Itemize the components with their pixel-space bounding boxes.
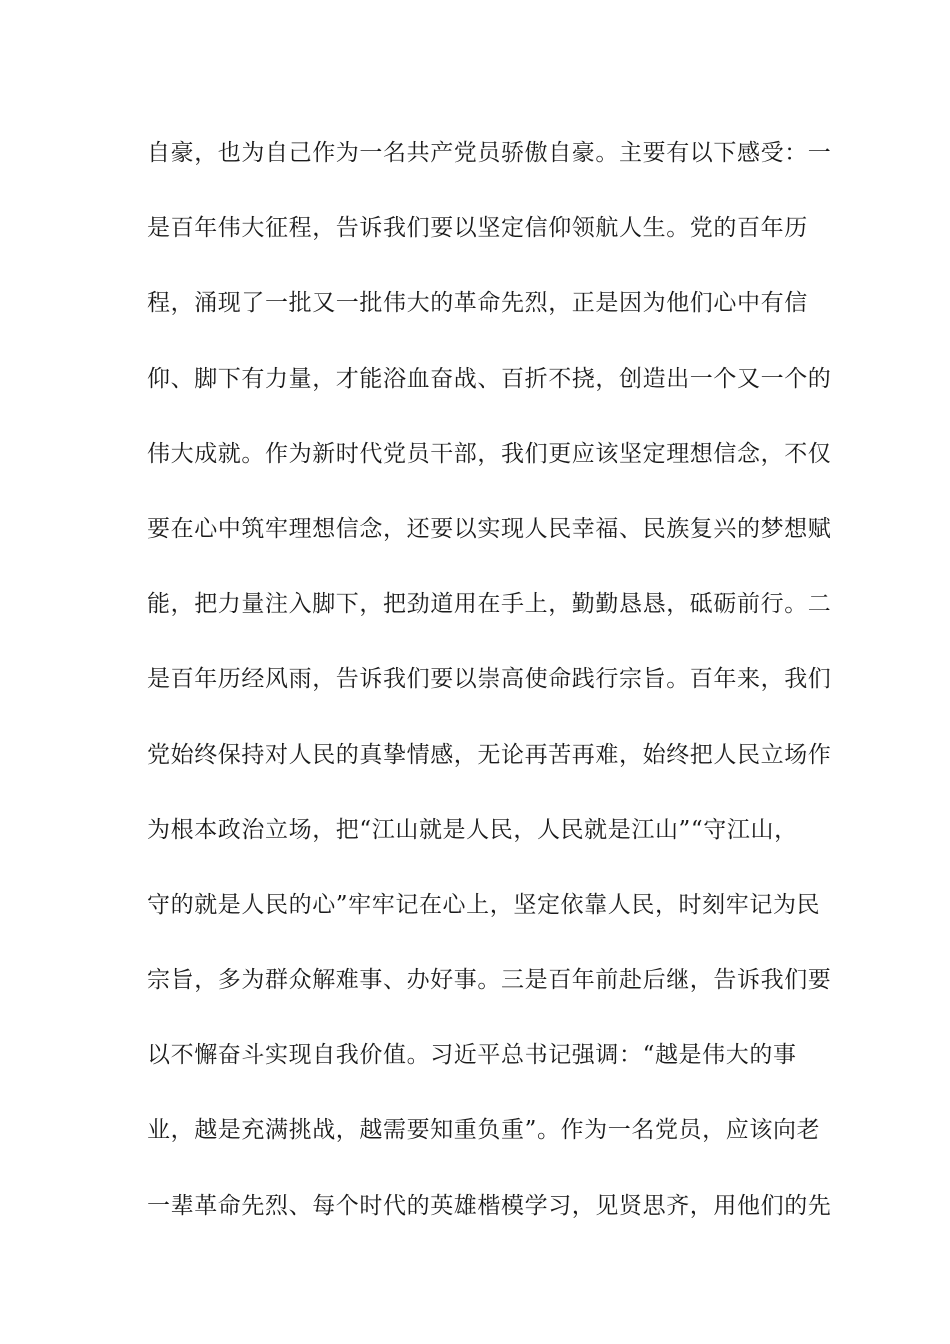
- body-text: [147, 133, 832, 1261]
- text-line-2: 是百年伟大征程，告诉我们要以坚定信仰领航人生。党的百年历: [147, 215, 808, 242]
- text-line-9: 党始终保持对人民的真挚情感，无论再苦再难，始终把人民立场作: [147, 741, 832, 768]
- text-line-5: 伟大成就。作为新时代党员干部，我们更应该坚定理想信念，不仅: [147, 440, 832, 467]
- text-line-3: 程，涌现了一批又一批伟大的革命先烈，正是因为他们心中有信: [147, 290, 808, 317]
- text-line-7: 能，把力量注入脚下，把劲道用在手上，勤勤恳恳，砥砺前行。二: [147, 591, 832, 618]
- text-line-4: 仰、脚下有力量，才能浴血奋战、百折不挠，创造出一个又一个的: [147, 365, 832, 392]
- text-line-6: 要在心中筑牢理想信念，还要以实现人民幸福、民族复兴的梦想赋: [147, 515, 832, 542]
- text-line-10: 为根本政治立场，把“江山就是人民，人民就是江山”“守江山，: [147, 816, 798, 843]
- text-line-13: 以不懈奋斗实现自我价值。习近平总书记强调：“越是伟大的事: [147, 1042, 797, 1069]
- text-line-8: 是百年历经风雨，告诉我们要以崇高使命践行宗旨。百年来，我们: [147, 666, 832, 693]
- text-line-1: 自豪，也为自己作为一名共产党员骄傲自豪。主要有以下感受：一: [147, 140, 832, 166]
- text-line-12: 宗旨，多为群众解难事、办好事。三是百年前赴后继，告诉我们要: [147, 967, 832, 994]
- text-line-14: 业，越是充满挑战，越需要知重负重”。作为一名党员，应该向老: [147, 1117, 821, 1144]
- text-line-11: 守的就是人民的心”牢牢记在心上，坚定依靠人民，时刻牢记为民: [147, 891, 821, 918]
- text-line-15: 一辈革命先烈、每个时代的英雄楷模学习，见贤思齐，用他们的先: [147, 1192, 832, 1219]
